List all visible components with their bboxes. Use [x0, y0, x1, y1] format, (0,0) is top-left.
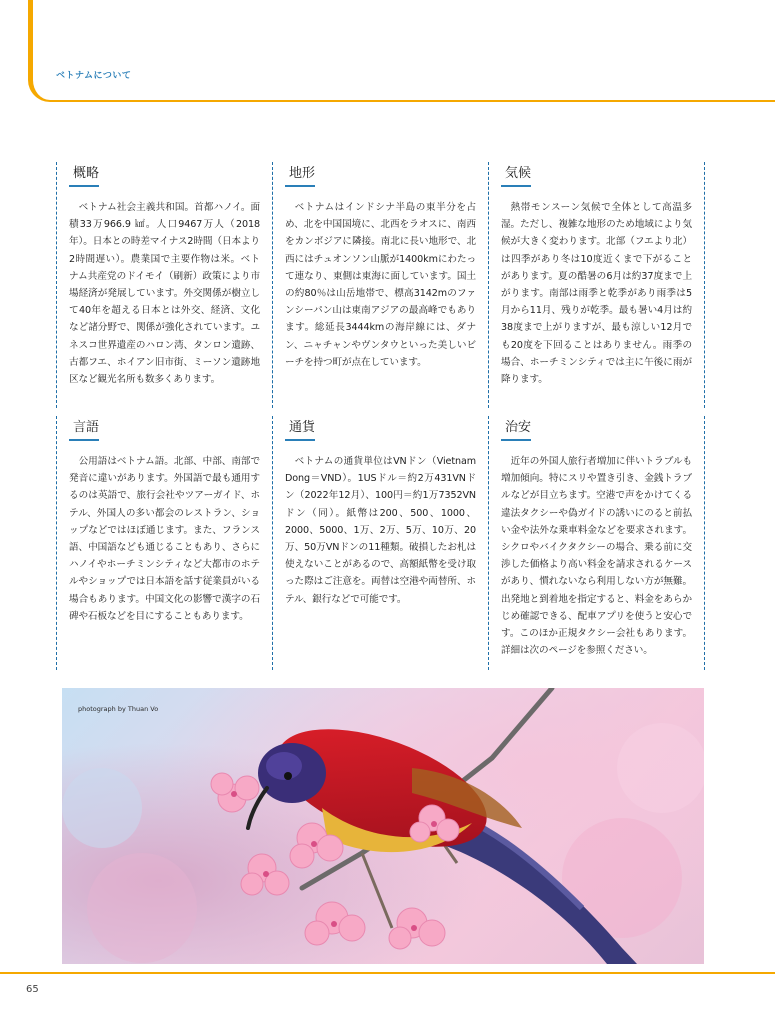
language-body: 公用語はベトナム語。北部、中部、南部で発音に違いがあります。外国語で最も通用するのは英語で、旅行会社やツアーガイド、ホテル、外国人の多い都会のレストラン、ショップなどではほぼ通じます。また、フランス語、中国語なども通じることもあり、さらにハノイやホーチミンシティなど大都市のホテルやショップでは日本語を話す従業員がいる場合もあります。中国文化の影響で漢字の石碑や石板などを目にすることもあります。 [69, 456, 260, 622]
language-section [56, 416, 273, 670]
safety-body: 近年の外国人旅行者増加に伴いトラブルも増加傾向。特にスリや置き引き、金銭トラブルなどが目立ちます。空港で声をかけてくる違法タクシーや偽ガイドの誘いにのると前払い金や法外な乗車料金などを要求されます。シクロやバイクタクシーの場合、乗る前に交渉した価格より高い料金を請求されるケースがあり、慣れないなら利用しない方が無難。出発地と到着地を指定すると、料金をあらかじめ確認できる、配車アプリを使うと安心です。このほか正規タクシー会社もあります。詳細は次のページを参照ください。 [501, 456, 692, 657]
climate-section [488, 162, 705, 408]
overview-section [56, 162, 273, 408]
header-frame [28, 0, 775, 102]
geography-heading: 地形 [285, 162, 315, 187]
geography-body: ベトナムはインドシナ半島の東半分を占め、北を中国国境に、北西をラオスに、南西をカンボジアに隣接。南北に長い地形で、北西にはチュオンソン山脈が1400kmにわたって連なり、東側は東海に面しています。国土の約80％は山岳地帯で、標高3142mのファンシーパン山は東南アジアの最高峰でもあります。総延長3444kmの海岸線には、ダナン、ニャチャンやヴンタウといった美しいビーチを持つ町が点在しています。 [285, 202, 476, 368]
overview-heading: 概略 [69, 162, 99, 187]
safety-heading: 治安 [501, 416, 531, 441]
page-number: 65 [26, 984, 39, 995]
photo-credit: photograph by Thuan Vo [78, 705, 159, 713]
geography-section [272, 162, 489, 408]
sunbird-photo [62, 688, 704, 964]
climate-body: 熱帯モンスーン気候で全体として高温多湿。ただし、複雑な地形のため地域により気候が大きく変わります。北部（フエより北）は四季があり冬は10度近くまで下がることがあります。夏の酷暑の6月は約37度まで上がります。南部は雨季と乾季があり雨季は5月から11月、残りが乾季。最も暑い4月は約38度まで上がりますが、最も涼しい12月でも20度を下回ることはありません。雨季の場合、ホーチミンシティでは主に午後に雨が降ります。 [501, 202, 692, 386]
climate-heading: 気候 [501, 162, 531, 187]
footer-line [0, 972, 775, 974]
currency-section [272, 416, 489, 670]
currency-heading: 通貨 [285, 416, 315, 441]
overview-body: ベトナム社会主義共和国。首都ハノイ。面積33万966.9 ㎢。人口9467万人（2018年）。日本との時差マイナス2時間（日本より2時間遅い）。農業国で主要作物は米。ベトナム共産党のドイモイ（刷新）政策により市場経済が発展しています。外交関係が樹立して40年を超える日本とは外交、経済、文化など諸分野で、関係が強化されています。ユネスコ世界遺産のハロン湾、タンロン遺跡、古都フエ、ホイアン旧市街、ミーソン遺跡地区など観光名所も数多くあります。 [69, 202, 260, 386]
currency-body: ベトナムの通貨単位はVNドン（Vietnam Dong＝VND）。1USドル＝約2万431VNドン（2022年12月）、100円＝約1万7352VNドン（同）。紙幣は200、500、1000、2000、5000、1万、2万、5万、10万、20万、50万VNドンの11種類。破損したお札は使えないことがあるので、高額紙幣を受け取った際はご注意を。両替は空港や両替所、ホテル、銀行などで可能です。 [285, 456, 476, 605]
section-tag: ベトナムについて [56, 71, 132, 81]
sunbird-illustration [62, 688, 704, 964]
language-heading: 言語 [69, 416, 99, 441]
safety-section [488, 416, 705, 670]
